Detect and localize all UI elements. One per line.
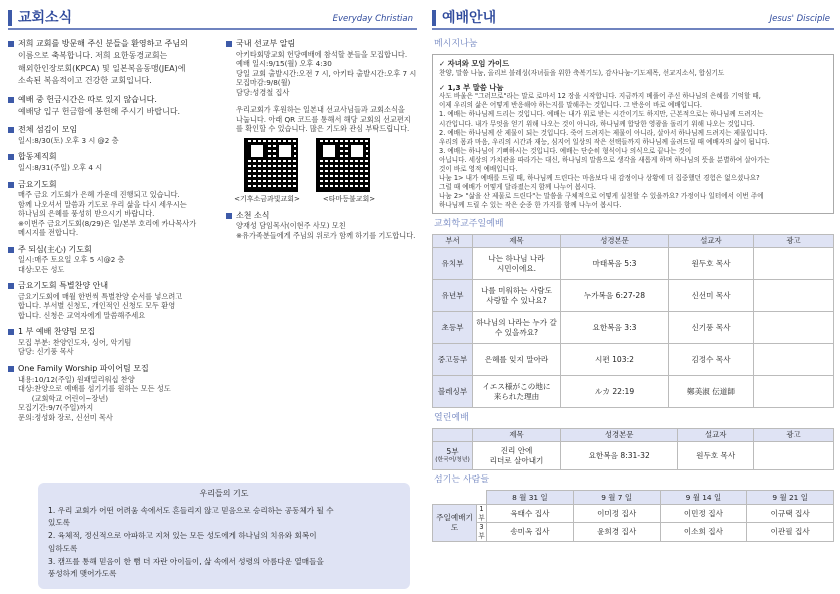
qt-line: 1. 예배는 하나님께 드리는 것입니다. 예배는 내가 위로 받는 시간이기도 하지만, 근본적으로는 하나님께 드려지는	[439, 110, 764, 119]
right-header	[432, 8, 834, 30]
name-cell: 이규택 집사	[747, 505, 834, 523]
table-header: 성경본문	[561, 429, 678, 442]
notice-cell	[754, 442, 834, 470]
prayer-line: 풍성하게 맺어가도록	[48, 569, 117, 579]
notice-body-line: 담당: 신기풍 목사	[18, 347, 74, 357]
qt-line: 2. 예배는 하나님께 산 제물이 되는 것입니다. 죽어 드려지는 제물이 아니라, 살아서 하나님께 드려지는 제물입니다.	[439, 128, 768, 137]
guide-title: ✓ 자녀와 모임 가이드	[439, 58, 510, 68]
qt-line: 그럴 때 예배가 어떻게 달라졌는지 함께 나누어 봅시다.	[439, 183, 596, 192]
table-header: 광고	[754, 235, 834, 248]
subject-cell: 은혜를 잊지 말아라	[473, 344, 561, 376]
notice-body-line: 내용:10/12(주일) 원패밀리워십 찬양	[18, 374, 135, 384]
prayer-line: 1. 우리 교회가 어떤 어려움 속에서도 흔들리지 않고 믿음으로 승리하는 공동체가 될 수	[48, 505, 334, 515]
subject-cell: 나는 하나님 나라 시민이에요.	[473, 248, 561, 280]
dept-cell: 블레싱부	[433, 376, 473, 408]
notice-title: 소천 소식	[226, 210, 417, 222]
notice-title: One Family Worship 파이어팀 모집	[8, 363, 226, 375]
qt-line: 것이 바로 영적 예배입니다.	[439, 164, 518, 173]
prayer-line: 임하도록	[48, 543, 78, 553]
table-header: 광고	[754, 429, 834, 442]
preacher-cell: 김정수 목사	[668, 344, 753, 376]
qr-code-icon[interactable]	[244, 138, 298, 192]
table-header	[433, 429, 473, 442]
table-row	[433, 505, 834, 523]
message-box	[432, 54, 834, 215]
dept-cell	[433, 442, 473, 470]
notice-title: 금요기도회 특별찬양 안내	[8, 280, 226, 292]
notice-title: 합동제직회	[8, 151, 226, 163]
welcome-line: 이름으로 축복합니다. 저희 요한동경교회는	[18, 51, 168, 61]
section-title: 교회학교주일예배	[434, 219, 504, 230]
notice-body-line: 합니다. 신청은 교역자에게 말씀해주세요	[18, 310, 146, 320]
notice-cell	[754, 376, 834, 408]
dept-cell: 유년부	[433, 280, 473, 312]
table-row	[433, 523, 834, 541]
notice-cell	[754, 280, 834, 312]
date-header: 9 월 14 일	[660, 491, 747, 505]
notice-body-line: 금요기도회에 매월 한번씩 특별찬양 순서를 넣으려고	[18, 291, 183, 301]
name-cell: 송미옥 집사	[487, 523, 574, 541]
school-worship-table	[432, 234, 834, 408]
qt-line: 사도 바울은 "그러므로"라는 말로 로마서 12 장을 시작합니다. 지금까지 베풀어 주신 하나님의 은혜를 기억할 때,	[439, 92, 761, 101]
worship-content	[432, 34, 834, 542]
prayer-title: 우리들의 기도	[199, 489, 249, 498]
dept-cell: 유치부	[433, 248, 473, 280]
name-cell: 이소희 집사	[660, 523, 747, 541]
mission-letter-line: 나눕니다. 아래 QR 코드를 통해서 해당 교회의 선교편지	[236, 114, 411, 124]
notice-cell	[754, 344, 834, 376]
text-cell: ルカ 22:19	[561, 376, 669, 408]
offering-notice	[8, 94, 226, 119]
dept-cell: 중고등부	[433, 344, 473, 376]
notice-body: 일시:8/30(토) 오후 3 시 @2 층	[18, 135, 119, 145]
header-accent-bar	[8, 10, 12, 26]
preacher-cell: 신선미 목사	[668, 280, 753, 312]
notice-body-line: 매주 금요 기도회가 은혜 가운데 진행되고 있습니다.	[18, 190, 180, 200]
qr-caption: <타마등불교회>	[322, 194, 376, 203]
notice-body-line: 아키타회망교회 헌당예배에 참석할 분들을 모집합니다.	[236, 49, 408, 59]
qt-line: 아닙니다. 세상의 가치관을 따라가는 대신, 하나님의 말씀으로 생각을 새롭게 하며 하나님의 뜻을 분별하여 살아가는	[439, 155, 770, 164]
welcome-line: 소속된 복음적이고 건강한 교회입니다.	[18, 76, 152, 86]
left-page	[8, 8, 417, 588]
table-header: 설교자	[668, 235, 753, 248]
text-cell: 마태복음 5:3	[561, 248, 669, 280]
notice-body-line: 예배 일시:9/15(월) 오후 4:30	[236, 59, 332, 69]
subject-cell: イエス様がこの地に 来られた理由	[473, 376, 561, 408]
table-row	[433, 442, 834, 470]
prayer-line: 2. 육체적, 정신적으로 아파하고 지쳐 있는 모든 성도에게 하나님의 치유와 회복이	[48, 531, 317, 541]
open-worship-table	[432, 428, 834, 470]
table-row	[433, 376, 834, 408]
prayer-line: 3. 캠프를 통해 믿음이 한 뼘 더 자란 아이들이, 삶 속에서 성령의 아름다운 열매들을	[48, 556, 324, 566]
guide-text: 찬양, 말씀 나눔, 올리브 블레싱(자녀들을 위한 축복기도), 감사나눔-기도제목, 선교지소식, 합심기도	[439, 68, 725, 77]
dept-label: 5부	[446, 446, 459, 456]
right-page	[432, 8, 834, 588]
subject-cell: 진리 안에 리더로 살아내기	[473, 442, 561, 470]
notice-body-line: 대상:찬양으로 예배를 섬기기를 원하는 모든 성도	[18, 384, 171, 393]
table-header: 성경본문	[561, 235, 669, 248]
preacher-cell: 원두호 목사	[668, 248, 753, 280]
prayer-box	[38, 483, 410, 589]
dept-sublabel: (한국어/청년)	[435, 456, 470, 463]
notice-title: 국내 선교부 알림	[226, 38, 417, 50]
notice-body-line: 일시:매주 토요일 오후 5 시@2 층	[18, 255, 125, 265]
name-cell: 이미정 집사	[573, 505, 660, 523]
text-cell: 시편 103:2	[561, 344, 669, 376]
notice-title: 1 부 예배 찬양팀 모집	[8, 326, 226, 338]
date-header: 9 월 7 일	[573, 491, 660, 505]
notice-title: 전체 섬김이 모임	[8, 124, 226, 136]
qt-line: 시간입니다. 내가 무엇을 얻기 위해 나오는 것이 아니라, 하나님께 합당한 영광을 돌리기 위해 나오는 것입니다.	[439, 119, 755, 128]
notice-body-line: ※유가족분들에게 주님의 위로가 함께 하기를 기도합니다.	[236, 230, 416, 240]
one-family-worship-notice	[8, 363, 226, 422]
qt-line: 나눔 2> "삶을 산 제물로 드린다"는 말씀을 구체적으로 어떻게 실천할 수 있을까요? 가정이나 일터에서 이번 주에	[439, 192, 764, 201]
name-cell: 이민정 집사	[660, 505, 747, 523]
left-header	[8, 8, 417, 30]
saturday-prayer-notice	[8, 244, 226, 275]
table-row	[433, 280, 834, 312]
left-page-title: 교회소식	[18, 10, 73, 26]
date-header: 8 월 31 일	[487, 491, 574, 505]
qt-line: 이제 우리의 삶은 어떻게 반응해야 하는지를 말해주는 것입니다. 그 반응이 바로 예배입니다.	[439, 101, 702, 110]
dept-cell: 초등부	[433, 312, 473, 344]
servers-table	[432, 490, 834, 542]
qr-caption: <기후소금과빛교회>	[234, 194, 300, 203]
right-page-subtitle: Jesus' Disciple	[769, 14, 830, 24]
news-column-1	[8, 38, 226, 428]
name-cell: 윤희경 집사	[573, 523, 660, 541]
subject-cell: 하나님의 나라는 누가 갈 수 있을까요?	[473, 312, 561, 344]
table-row	[433, 312, 834, 344]
table-row	[433, 344, 834, 376]
part-cell: 3부	[478, 523, 485, 541]
name-cell: 육태수 집사	[487, 505, 574, 523]
notice-body-line: ※이번주 금요기도회(8/29)은 일/본부 호리에 카나목사가	[18, 218, 197, 228]
notice-body-line: 모집마감:9/8(월)	[236, 78, 291, 88]
date-header: 9 월 21 일	[747, 491, 834, 505]
notice-body-line: 합니다. 부서별 신청도, 개인적인 신청도 모두 환영	[18, 301, 176, 311]
notice-body-line: 당일 교회 출발시간:오전 7 시, 아키타 출발시간:오후 7 시	[236, 68, 417, 78]
part-cell: 1부	[478, 505, 485, 522]
text-cell: 누가복음 6:27-28	[561, 280, 669, 312]
table-header: 부서	[433, 235, 473, 248]
worship-team-notice	[8, 326, 226, 357]
welcome-line: 저희 교회를 방문해 주신 분들을 환영하고 주님의	[8, 38, 226, 50]
name-cell: 이관필 집사	[747, 523, 834, 541]
mission-notice	[226, 38, 417, 204]
volunteer-meeting-notice	[8, 124, 226, 145]
preacher-cell: 신기풍 목사	[668, 312, 753, 344]
preacher-cell: 원두호 목사	[678, 442, 754, 470]
notice-body-line: 문의:정성화 장로, 신선미 목사	[18, 412, 113, 422]
qr-codes	[226, 138, 417, 192]
offering-line: 예배당 입구 헌금함에 봉헌해 주시기 바랍니다.	[18, 106, 181, 116]
subject-cell: 나를 미워하는 사람도 사랑할 수 있나요?	[473, 280, 561, 312]
section-title: 섬기는 사람들	[434, 475, 490, 486]
prayer-line: 있도록	[48, 518, 71, 528]
table-header: 제목	[473, 429, 561, 442]
section-title: 메시지나눔	[434, 39, 478, 49]
section-title: 열린예배	[434, 413, 469, 424]
notice-body-line: 메시지를 전합니다.	[18, 228, 79, 238]
notice-body-line: 모집 부분: 찬양인도자, 싱어, 악기팀	[18, 337, 132, 347]
header-accent-bar	[432, 10, 436, 26]
welcome-notice	[8, 38, 226, 88]
right-page-title: 예배안내	[442, 10, 497, 26]
notice-cell	[754, 312, 834, 344]
qt-line: 우리의 몸과 마음, 우리의 시간과 재능, 심지어 일상의 작은 선택들까지 하나님께 올려드릴 때 예배자의 삶이 됩니다.	[439, 137, 770, 146]
notice-body-line: 담당:성경철 집사	[236, 87, 290, 97]
notice-body-line: 양재성 담임목사(이현주 사모) 모친	[236, 221, 346, 231]
special-praise-notice	[8, 280, 226, 320]
friday-prayer-notice	[8, 179, 226, 238]
text-cell: 요한복음 3:3	[561, 312, 669, 344]
mission-letter-line: 우리교회가 후원하는 일본내 선교사님들과 교회소식을	[236, 105, 405, 115]
notice-body-line: (교회학교 어린이~장년)	[18, 393, 109, 403]
qt-line: 하나님께 드릴 수 있는 작은 순종 한 가지를 함께 나누어 봅시다.	[439, 201, 622, 210]
qt-line: 3. 예배는 하나님이 기뻐하시는 것입니다. 예배는 단순히 형식이나 의식으로 끝나는 것이	[439, 146, 692, 155]
table-header: 제목	[473, 235, 561, 248]
notice-body: 일시:8/31(주일) 오후 4 시	[18, 163, 103, 173]
mission-letter-line: 를 확인할 수 있습니다. 많은 기도와 관심 부탁드립니다.	[236, 124, 410, 134]
preacher-cell: 鄭美淑 伝道師	[668, 376, 753, 408]
table-header-row	[433, 235, 834, 248]
joint-deacon-meeting-notice	[8, 151, 226, 172]
qt-line: 나눔 1> 내가 예배를 드릴 때, 하나님께 드린다는 마음보다 내 감정이나 상황에 더 집중했던 경험은 없으셨나요?	[439, 174, 760, 183]
notice-body-line: 모집기간:9/7(주일)까지	[18, 403, 94, 412]
funeral-notice	[226, 210, 417, 241]
left-page-subtitle: Everyday Christian	[332, 14, 413, 24]
welcome-line: 해외한인장로회(KPCA) 및 일본복음동맹(JEA)에	[18, 63, 186, 73]
notice-body-line: 하나님의 은혜를 풍성히 받으시기 바랍니다.	[18, 209, 155, 219]
table-header-row	[433, 491, 834, 505]
table-header: 설교자	[678, 429, 754, 442]
offering-line: 예배 중 헌금시간은 따로 있지 않습니다.	[8, 94, 226, 106]
text-cell: 요한복음 8:31-32	[561, 442, 678, 470]
notice-cell	[754, 248, 834, 280]
notice-title: 금요기도회	[8, 179, 226, 191]
group-cell: 주일예배기도	[433, 505, 477, 542]
table-row	[433, 248, 834, 280]
table-header-row	[433, 429, 834, 442]
notice-title: 주 되심(主心) 기도회	[8, 244, 226, 256]
news-column-2	[226, 38, 417, 246]
qr-code-icon[interactable]	[316, 138, 370, 192]
qt-title: ✓ 1,3 부 말씀 나눔	[439, 82, 504, 92]
notice-body-line: 함께 나오셔서 말씀과 기도로 우리 삶을 다시 세우시는	[18, 199, 187, 209]
notice-body-line: 대상:모든 성도	[18, 264, 65, 274]
